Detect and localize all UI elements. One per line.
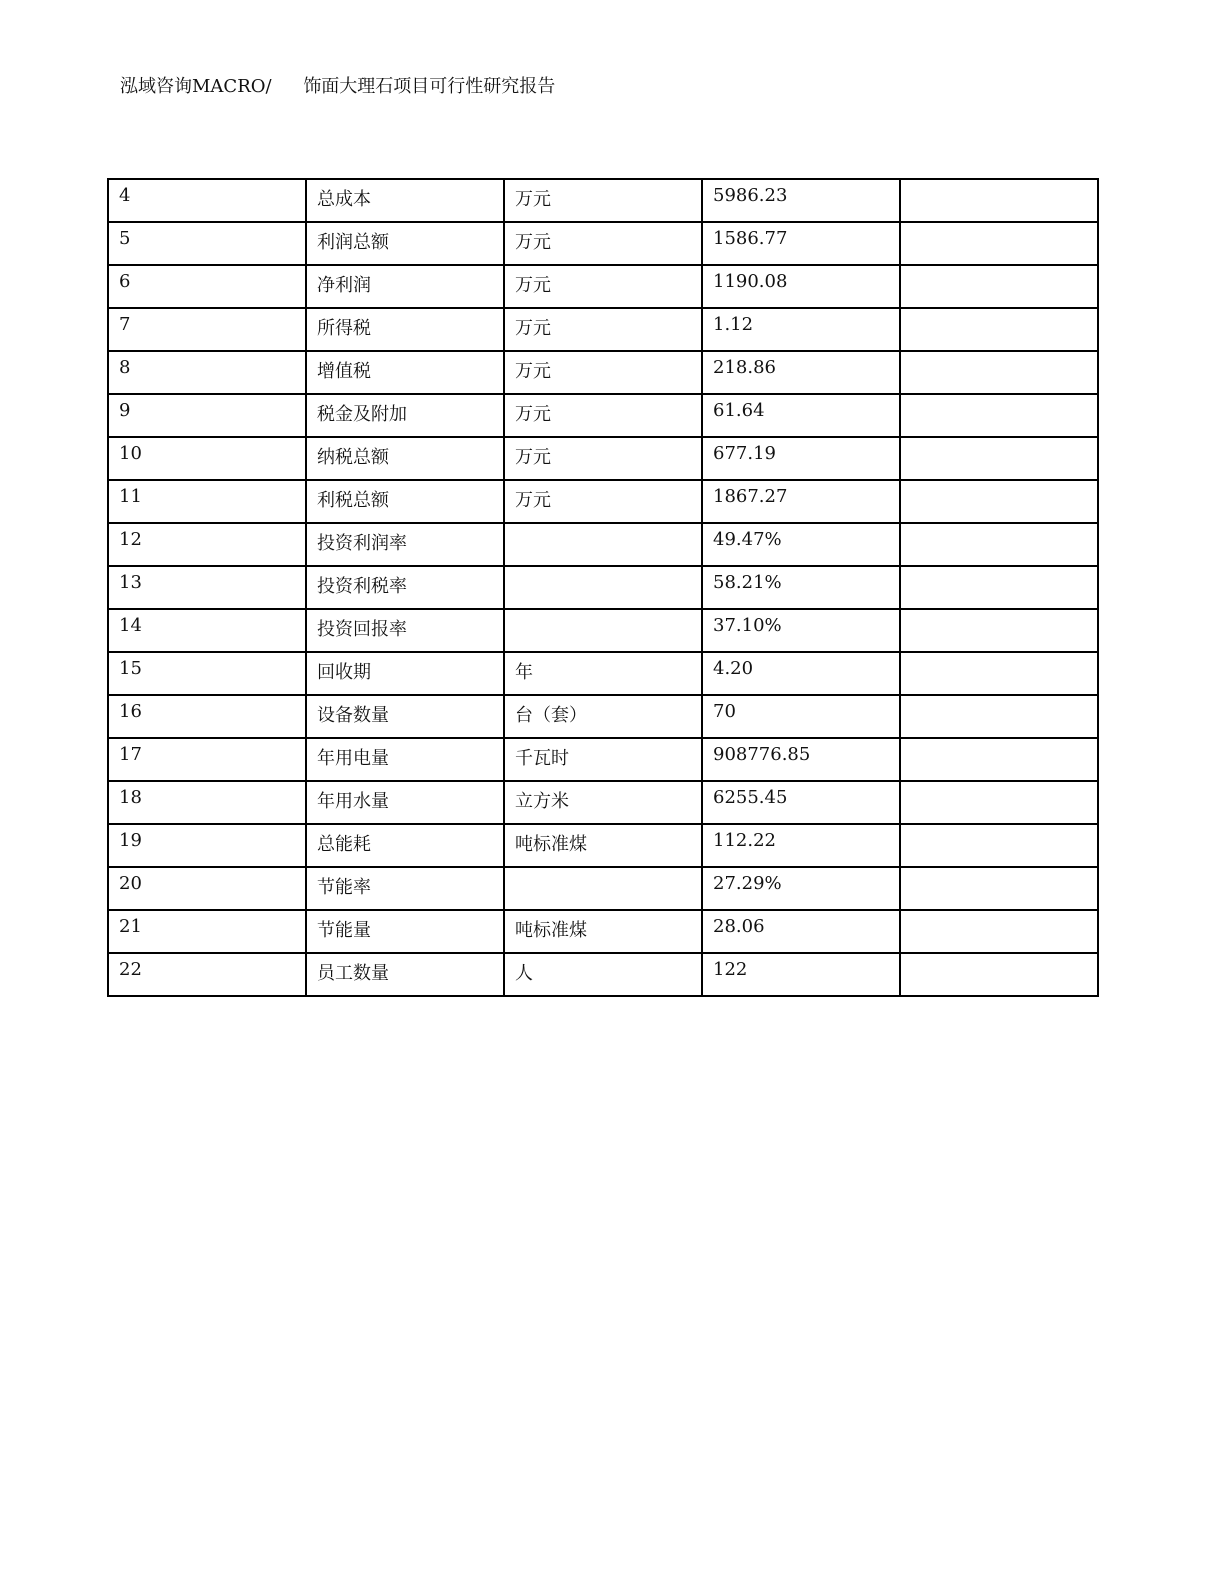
remark-cell [900, 867, 1098, 910]
row-index-cell: 22 [108, 953, 306, 996]
item-name-cell: 投资利润率 [306, 523, 504, 566]
value-cell: 112.22 [702, 824, 900, 867]
value-cell: 1586.77 [702, 222, 900, 265]
item-name-cell: 年用水量 [306, 781, 504, 824]
table-row [108, 824, 1098, 867]
item-name-cell: 纳税总额 [306, 437, 504, 480]
row-index-cell: 4 [108, 179, 306, 222]
table-row [108, 179, 1098, 222]
value-cell: 4.20 [702, 652, 900, 695]
table-row [108, 695, 1098, 738]
item-name-cell: 节能率 [306, 867, 504, 910]
item-name-cell: 年用电量 [306, 738, 504, 781]
unit-cell: 立方米 [504, 781, 702, 824]
brand-label: 泓域咨询MACRO/ [120, 76, 272, 97]
remark-cell [900, 351, 1098, 394]
table-row [108, 437, 1098, 480]
value-cell: 1867.27 [702, 480, 900, 523]
item-name-cell: 节能量 [306, 910, 504, 953]
value-cell: 218.86 [702, 351, 900, 394]
row-index-cell: 11 [108, 480, 306, 523]
row-index-cell: 14 [108, 609, 306, 652]
item-name-cell: 所得税 [306, 308, 504, 351]
unit-cell: 万元 [504, 437, 702, 480]
value-cell: 677.19 [702, 437, 900, 480]
value-cell: 28.06 [702, 910, 900, 953]
table-row [108, 265, 1098, 308]
value-cell: 908776.85 [702, 738, 900, 781]
row-index-cell: 21 [108, 910, 306, 953]
value-cell: 5986.23 [702, 179, 900, 222]
table-row [108, 566, 1098, 609]
item-name-cell: 利税总额 [306, 480, 504, 523]
value-cell: 1.12 [702, 308, 900, 351]
value-cell: 61.64 [702, 394, 900, 437]
value-cell: 70 [702, 695, 900, 738]
unit-cell: 吨标准煤 [504, 910, 702, 953]
value-cell: 37.10% [702, 609, 900, 652]
table-row [108, 222, 1098, 265]
item-name-cell: 设备数量 [306, 695, 504, 738]
remark-cell [900, 738, 1098, 781]
unit-cell: 台（套） [504, 695, 702, 738]
value-cell: 49.47% [702, 523, 900, 566]
unit-cell: 万元 [504, 179, 702, 222]
item-name-cell: 回收期 [306, 652, 504, 695]
value-cell: 1190.08 [702, 265, 900, 308]
item-name-cell: 投资回报率 [306, 609, 504, 652]
unit-cell: 人 [504, 953, 702, 996]
row-index-cell: 7 [108, 308, 306, 351]
row-index-cell: 15 [108, 652, 306, 695]
item-name-cell: 投资利税率 [306, 566, 504, 609]
table-row [108, 480, 1098, 523]
row-index-cell: 9 [108, 394, 306, 437]
item-name-cell: 员工数量 [306, 953, 504, 996]
remark-cell [900, 179, 1098, 222]
unit-cell: 万元 [504, 265, 702, 308]
item-name-cell: 增值税 [306, 351, 504, 394]
item-name-cell: 净利润 [306, 265, 504, 308]
remark-cell [900, 523, 1098, 566]
unit-cell: 吨标准煤 [504, 824, 702, 867]
table-row [108, 351, 1098, 394]
unit-cell: 万元 [504, 394, 702, 437]
remark-cell [900, 308, 1098, 351]
unit-cell: 万元 [504, 308, 702, 351]
table-body [108, 179, 1098, 996]
remark-cell [900, 566, 1098, 609]
value-cell: 27.29% [702, 867, 900, 910]
row-index-cell: 8 [108, 351, 306, 394]
row-index-cell: 19 [108, 824, 306, 867]
table-row [108, 652, 1098, 695]
remark-cell [900, 695, 1098, 738]
row-index-cell: 6 [108, 265, 306, 308]
row-index-cell: 5 [108, 222, 306, 265]
value-cell: 122 [702, 953, 900, 996]
document-title: 饰面大理石项目可行性研究报告 [303, 76, 556, 97]
row-index-cell: 10 [108, 437, 306, 480]
unit-cell: 年 [504, 652, 702, 695]
value-cell: 6255.45 [702, 781, 900, 824]
table-row [108, 953, 1098, 996]
row-index-cell: 13 [108, 566, 306, 609]
row-index-cell: 12 [108, 523, 306, 566]
table-row [108, 523, 1098, 566]
table-row [108, 867, 1098, 910]
unit-cell [504, 523, 702, 566]
unit-cell: 万元 [504, 351, 702, 394]
table-row [108, 910, 1098, 953]
table-row [108, 394, 1098, 437]
table-row [108, 738, 1098, 781]
row-index-cell: 20 [108, 867, 306, 910]
remark-cell [900, 609, 1098, 652]
remark-cell [900, 265, 1098, 308]
unit-cell [504, 566, 702, 609]
table-row [108, 609, 1098, 652]
unit-cell [504, 609, 702, 652]
remark-cell [900, 480, 1098, 523]
table-row [108, 308, 1098, 351]
indicator-table [107, 178, 1099, 997]
unit-cell: 万元 [504, 222, 702, 265]
unit-cell: 千瓦时 [504, 738, 702, 781]
table-row [108, 781, 1098, 824]
item-name-cell: 总能耗 [306, 824, 504, 867]
row-index-cell: 16 [108, 695, 306, 738]
remark-cell [900, 652, 1098, 695]
unit-cell [504, 867, 702, 910]
item-name-cell: 总成本 [306, 179, 504, 222]
remark-cell [900, 953, 1098, 996]
row-index-cell: 17 [108, 738, 306, 781]
item-name-cell: 利润总额 [306, 222, 504, 265]
remark-cell [900, 824, 1098, 867]
value-cell: 58.21% [702, 566, 900, 609]
page-header [120, 72, 555, 98]
unit-cell: 万元 [504, 480, 702, 523]
remark-cell [900, 781, 1098, 824]
remark-cell [900, 437, 1098, 480]
remark-cell [900, 222, 1098, 265]
row-index-cell: 18 [108, 781, 306, 824]
remark-cell [900, 394, 1098, 437]
remark-cell [900, 910, 1098, 953]
item-name-cell: 税金及附加 [306, 394, 504, 437]
